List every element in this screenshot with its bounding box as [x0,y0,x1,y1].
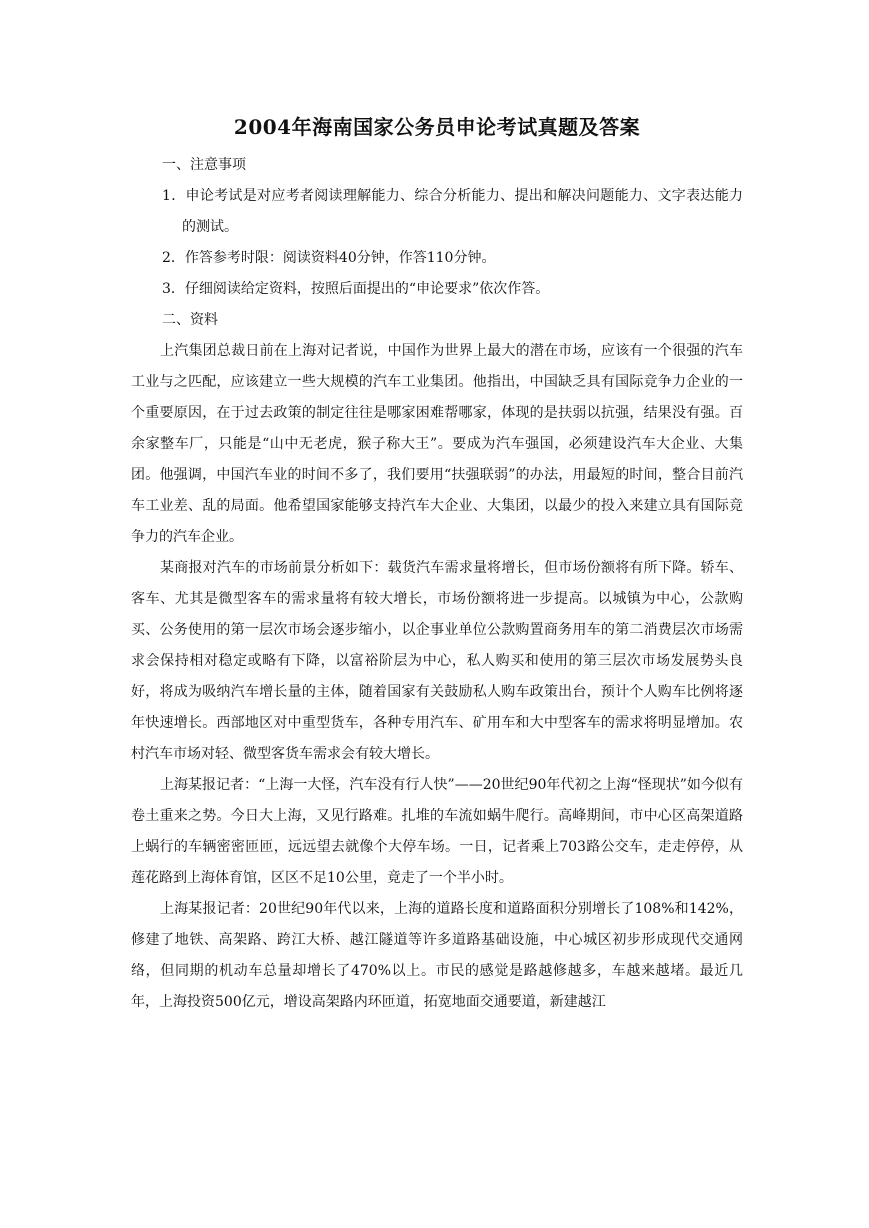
material-paragraph-3: 上海某报记者：“上海一大怪，汽车没有行人快”——20世纪90年代初之上海“怪现状”如今似有卷土重来之势。今日大上海，又见行路难。扎堆的车流如蜗牛爬行。高峰期间，市中心区高架道路上蜗行的车辆密密匝匝，远远望去就像个大停车场。一日，记者乘上703路公交车，走走停停，从莲花路到上海体育馆，区区不足10公里，竟走了一个半小时。 [131,777,743,886]
section-heading-materials: 二、资料 [162,312,218,328]
material-paragraph-4: 上海某报记者：20世纪90年代以来，上海的道路长度和道路面积分别增长了108%和142%，修建了地铁、高架路、跨江大桥、越江隧道等许多道路基础设施，中心城区初步形成现代交通网络，但同期的机动车总量却增长了470%以上。市民的感觉是路越修越多，车越来越堵。最近几年，上海投资500亿元，增设高架路内环匝道，拓宽地面交通要道，新建越江 [131,901,743,1010]
document-title: 2004年海南国家公务员申论考试真题及答案 [233,115,641,139]
note-item-3: 3．仔细阅读给定资料，按照后面提出的“申论要求”依次作答。 [162,281,550,297]
material-paragraph-2: 某商报对汽车的市场前景分析如下：载货汽车需求量将增长，但市场份额将有所下降。轿车、客车、尤其是微型客车的需求量将有较大增长，市场份额将进一步提高。以城镇为中心，公款购买、公务使用的第一层次市场会逐步缩小，以企事业单位公款购置商务用车的第二消费层次市场需求会保持相对稳定或略有下降，以富裕阶层为中心，私人购买和使用的第三层次市场发展势头良好，将成为吸纳汽车增长量的主体，随着国家有关鼓励私人购车政策出台，预计个人购车比例将逐年快速增长。西部地区对中重型货车，各种专用汽车、矿用车和大中型客车的需求将明显增加。农村汽车市场对轻、微型客货车需求会有较大增长。 [131,560,743,762]
section-heading-notes: 一、注意事项 [162,157,246,173]
document-body [131,112,743,1018]
note-item-2: 2．作答参考时限：阅读资料40分钟，作答110分钟。 [162,250,496,266]
note-item-1: 1．申论考试是对应考者阅读理解能力、综合分析能力、提出和解决问题能力、文字表达能力的测试。 [162,188,743,235]
material-paragraph-1: 上汽集团总裁日前在上海对记者说，中国作为世界上最大的潜在市场，应该有一个很强的汽车工业与之匹配，应该建立一些大规模的汽车工业集团。他指出，中国缺乏具有国际竞争力企业的一个重要原因，在于过去政策的制定往往是哪家困难帮哪家，体现的是扶弱以抗强，结果没有强。百余家整车厂，只能是“山中无老虎，猴子称大王”。要成为汽车强国，必须建设汽车大企业、大集团。他强调，中国汽车业的时间不多了，我们要用“扶强联弱”的办法，用最短的时间，整合目前汽车工业差、乱的局面。他希望国家能够支持汽车大企业、大集团，以最少的投入来建立具有国际竞争力的汽车企业。 [131,343,743,545]
